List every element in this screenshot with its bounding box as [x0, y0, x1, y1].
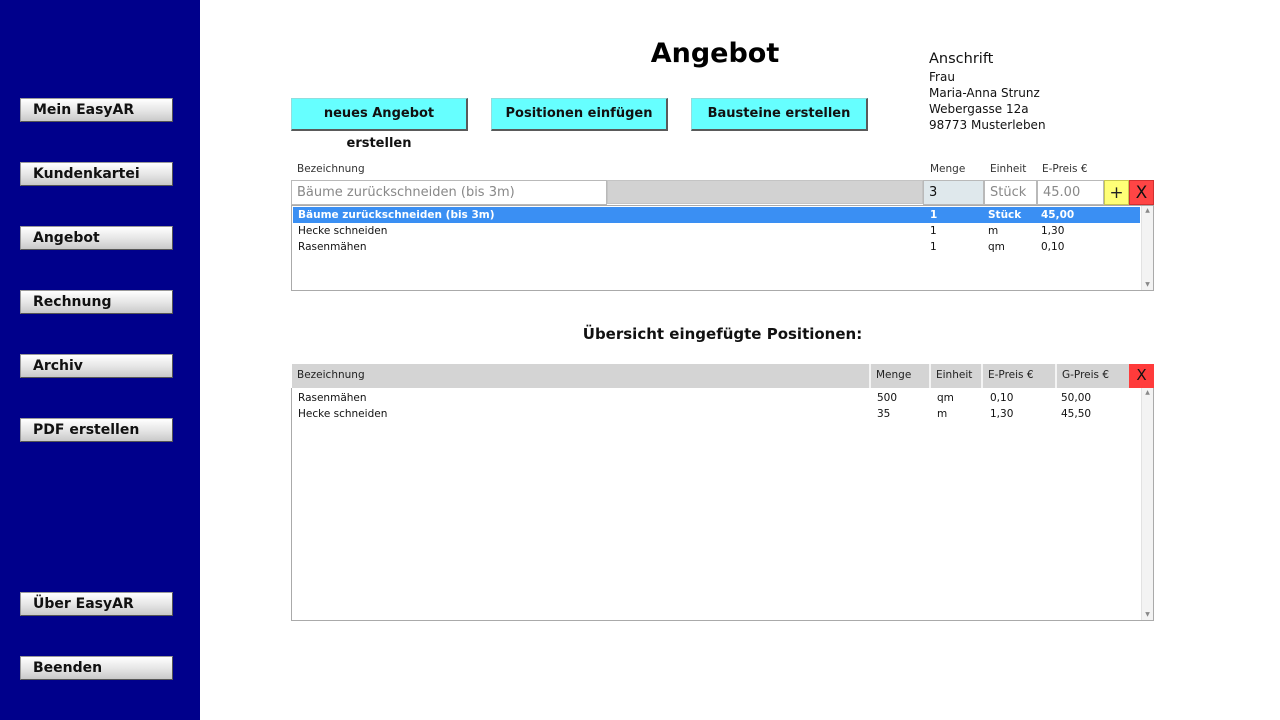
catalog-list[interactable]: [291, 205, 1154, 291]
overview-scrollbar[interactable]: [1141, 388, 1153, 620]
address-heading: Anschrift: [929, 51, 994, 67]
scroll-up-icon[interactable]: ▲: [1145, 207, 1150, 214]
table-row[interactable]: [293, 406, 1140, 422]
scroll-down-icon[interactable]: ▼: [1145, 611, 1150, 618]
overview-table-header: [292, 364, 1129, 388]
unit-label: Einheit: [990, 163, 1027, 175]
list-item[interactable]: [293, 239, 1140, 255]
item-unit: Stück: [988, 209, 1022, 221]
header-quantity[interactable]: Menge: [871, 364, 931, 388]
unit-price-label: E-Preis €: [1042, 163, 1088, 175]
row-price: 1,30: [990, 408, 1014, 420]
sidebar: [0, 0, 200, 720]
delete-position-button[interactable]: X: [1129, 364, 1154, 388]
description-label: Bezeichnung: [297, 163, 365, 175]
row-qty: 35: [877, 408, 891, 420]
address-salutation: Frau: [929, 70, 955, 84]
row-unit: qm: [937, 392, 954, 404]
catalog-scrollbar[interactable]: [1141, 206, 1153, 290]
item-qty: 1: [930, 209, 938, 221]
row-name: Rasenmähen: [298, 392, 367, 404]
unit-price-input[interactable]: 45.00: [1037, 180, 1104, 205]
overview-list[interactable]: [291, 388, 1154, 621]
row-price: 0,10: [990, 392, 1014, 404]
address-name: Maria-Anna Strunz: [929, 86, 1040, 100]
scroll-down-icon[interactable]: ▼: [1145, 281, 1150, 288]
list-item[interactable]: [293, 207, 1140, 223]
description-dropdown-area[interactable]: [607, 180, 923, 204]
item-price: 0,10: [1041, 241, 1065, 253]
row-total: 50,00: [1061, 392, 1092, 404]
insert-positions-button[interactable]: Positionen einfügen: [491, 98, 668, 131]
header-total-price[interactable]: G-Preis €: [1057, 364, 1129, 388]
nav-pdf-erstellen-button[interactable]: PDF erstellen: [20, 418, 173, 442]
customer-address: [929, 50, 1046, 133]
nav-beenden-button[interactable]: Beenden: [20, 656, 173, 680]
nav-ueber-easyar-button[interactable]: Über EasyAR: [20, 592, 173, 616]
quantity-input[interactable]: 3: [923, 180, 984, 205]
delete-entry-button[interactable]: X: [1129, 180, 1154, 205]
quantity-label: Menge: [930, 163, 966, 175]
overview-title: Übersicht eingefügte Positionen:: [582, 325, 863, 343]
item-unit: qm: [988, 241, 1005, 253]
row-unit: m: [937, 408, 948, 420]
item-price: 1,30: [1041, 225, 1065, 237]
description-input[interactable]: Bäume zurückschneiden (bis 3m): [291, 180, 607, 205]
nav-mein-easyar-button[interactable]: Mein EasyAR: [20, 98, 173, 122]
row-name: Hecke schneiden: [298, 408, 388, 420]
scroll-up-icon[interactable]: ▲: [1145, 389, 1150, 396]
add-position-button[interactable]: +: [1104, 180, 1129, 205]
header-description[interactable]: Bezeichnung: [292, 364, 871, 388]
table-row[interactable]: [293, 390, 1140, 406]
page-title: Angebot: [650, 38, 780, 69]
address-city: 98773 Musterleben: [929, 118, 1046, 132]
nav-angebot-button[interactable]: Angebot: [20, 226, 173, 250]
address-street: Webergasse 12a: [929, 102, 1029, 116]
unit-input[interactable]: Stück: [984, 180, 1037, 205]
create-blocks-button[interactable]: Bausteine erstellen: [691, 98, 868, 131]
list-item[interactable]: [293, 223, 1140, 239]
header-unit-price[interactable]: E-Preis €: [983, 364, 1057, 388]
row-total: 45,50: [1061, 408, 1092, 420]
item-qty: 1: [930, 225, 937, 237]
item-price: 45,00: [1041, 209, 1075, 221]
item-name: Hecke schneiden: [298, 225, 388, 237]
item-unit: m: [988, 225, 999, 237]
item-name: Rasenmähen: [298, 241, 367, 253]
nav-kundenkartei-button[interactable]: Kundenkartei: [20, 162, 173, 186]
header-unit[interactable]: Einheit: [931, 364, 983, 388]
nav-rechnung-button[interactable]: Rechnung: [20, 290, 173, 314]
new-offer-button[interactable]: neues Angebot erstellen: [291, 98, 468, 131]
row-qty: 500: [877, 392, 898, 404]
item-qty: 1: [930, 241, 937, 253]
nav-archiv-button[interactable]: Archiv: [20, 354, 173, 378]
item-name: Bäume zurückschneiden (bis 3m): [298, 209, 495, 221]
